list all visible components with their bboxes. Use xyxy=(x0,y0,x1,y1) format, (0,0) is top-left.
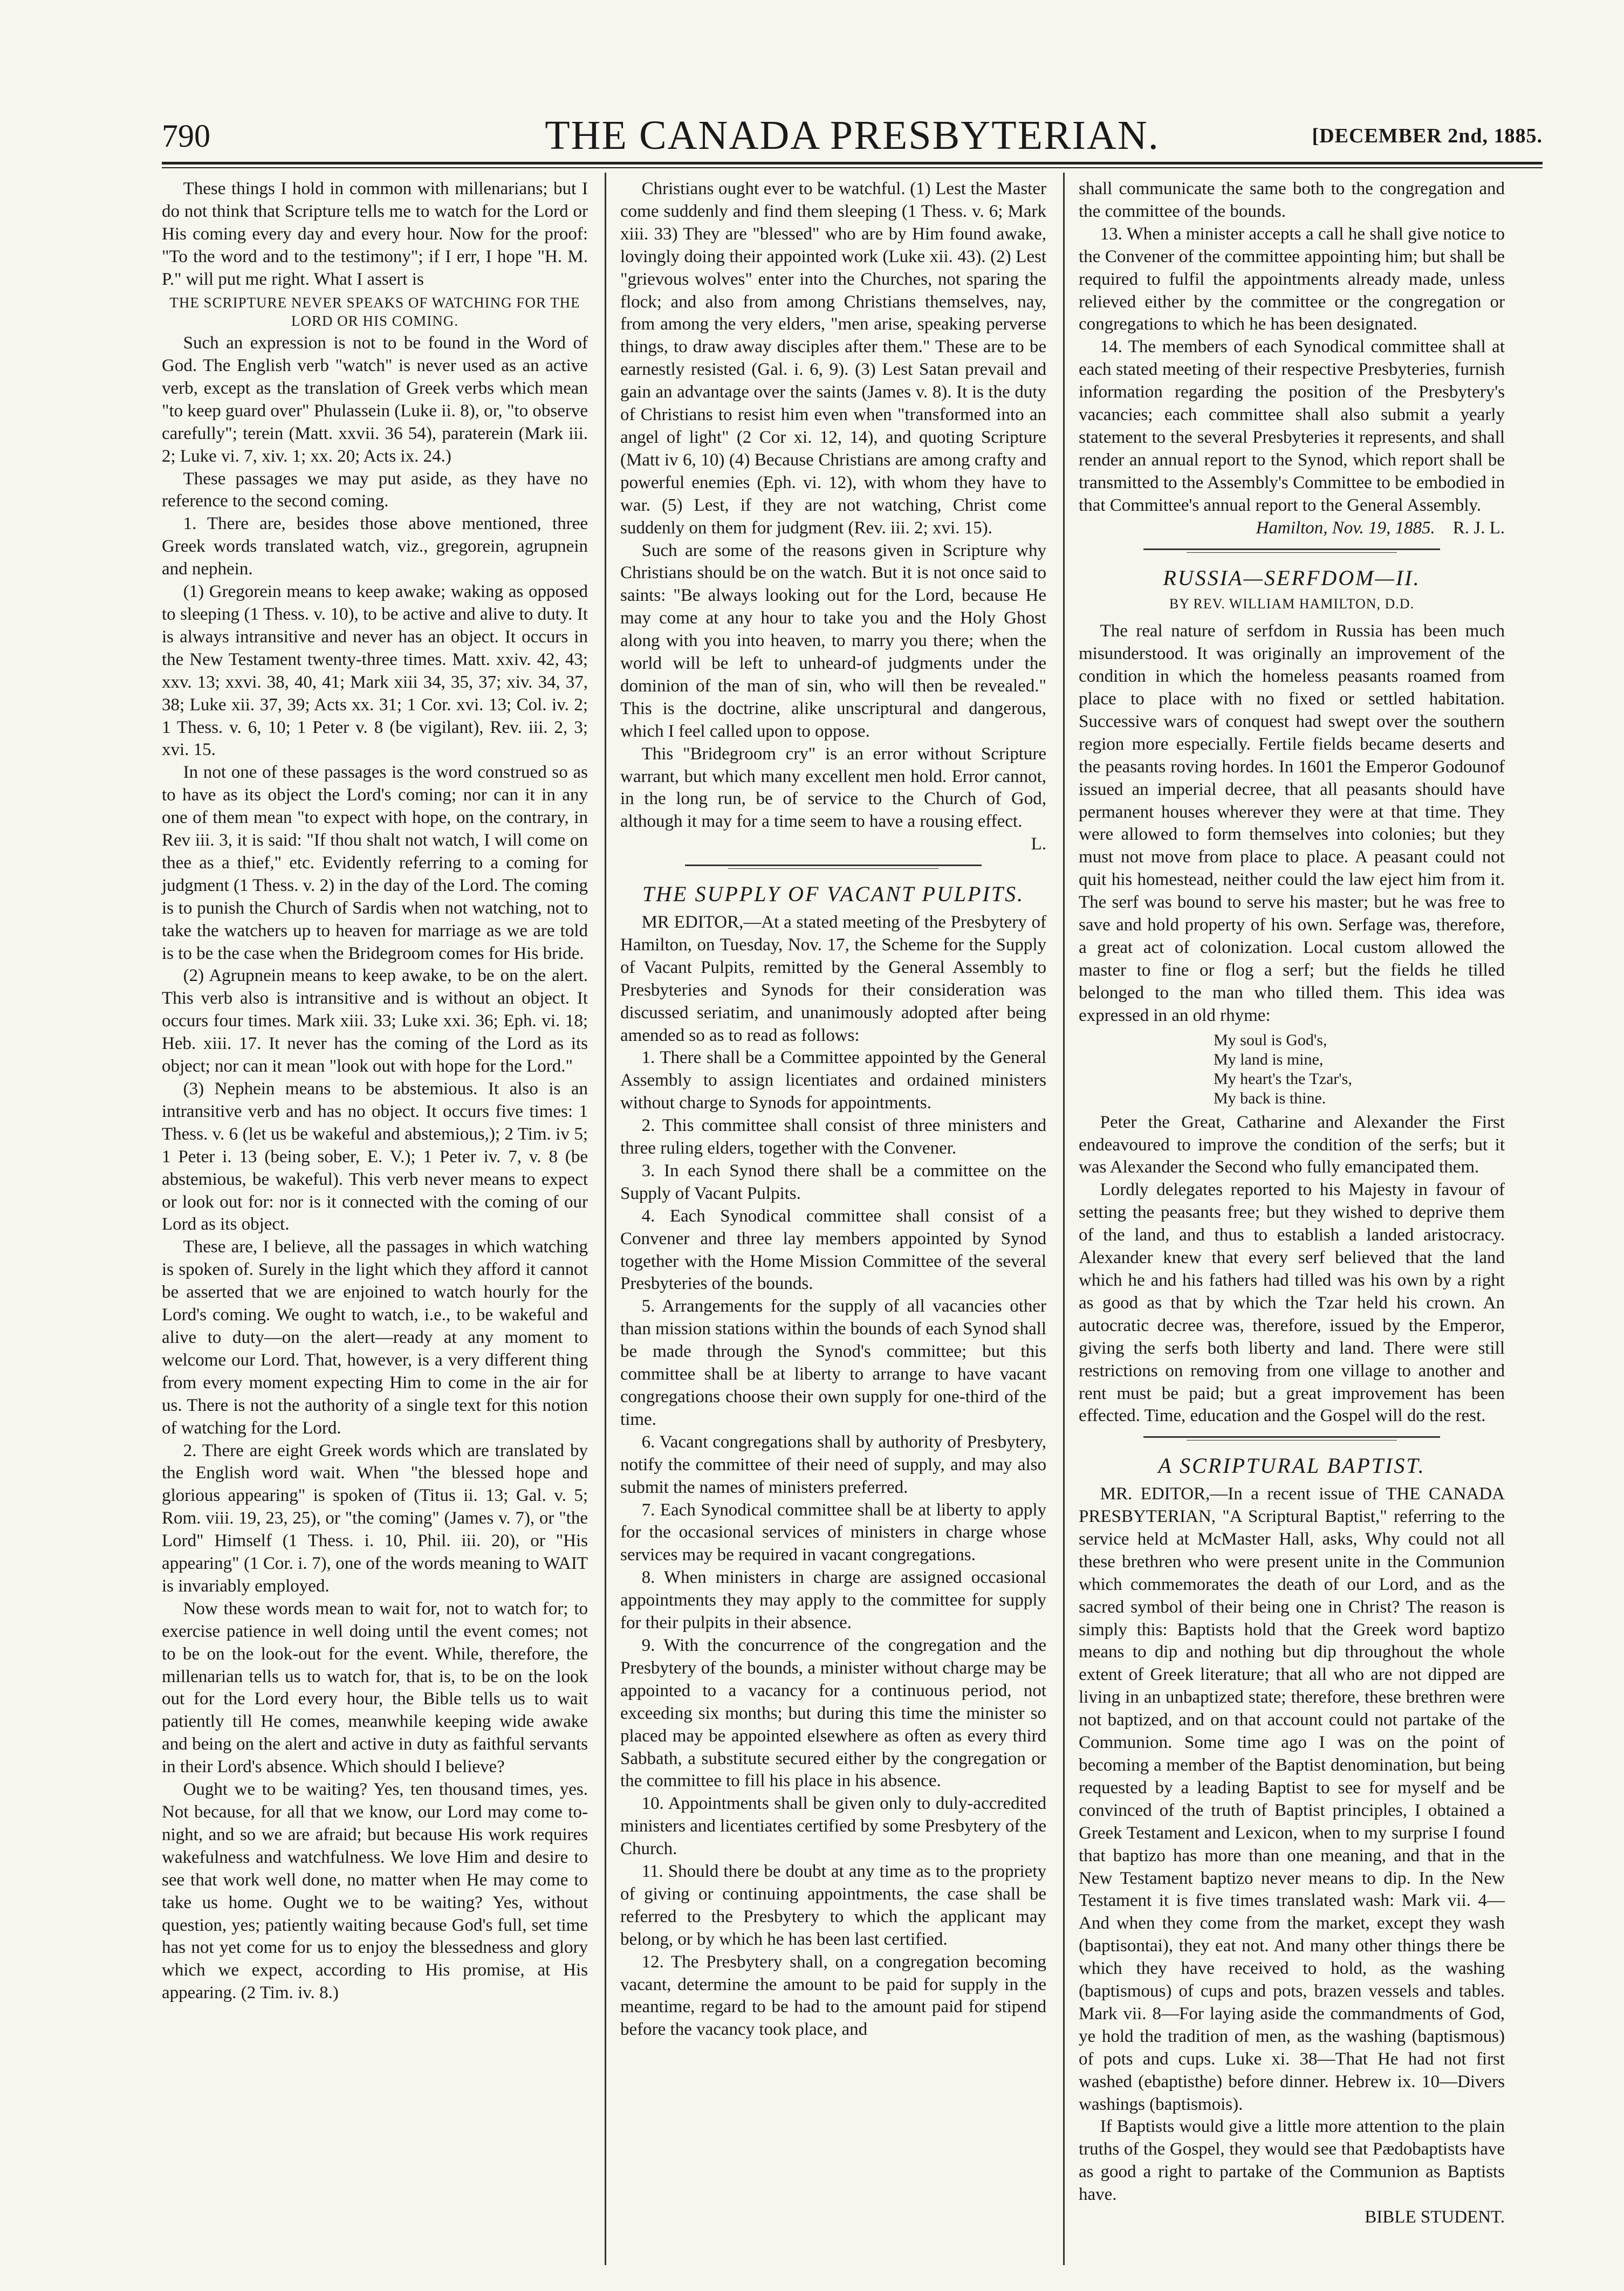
signature-place: Hamilton, Nov. 19, 1885. xyxy=(1256,518,1435,538)
paragraph: MR. EDITOR,—In a recent issue of THE CANADA PRESBYTERIAN, "A Scriptural Baptist," referring to the service held at McMaster Hall, asks, Why could not all these brethren who were present unite in the Communion which commemorates the death of our Lord, and as the sacred symbol of their being one in Christ? The reason is simply this: Baptists hold that the Greek word baptizo means to dip and nothing but dip throughout the whole extent of Greek literature; that all who are not dipped are living in an unbaptized state; therefore, these brethren were not baptized, and on that account could not partake of the Communion. Some time ago I was on the point of becoming a member of the Baptist denomination, but being requested by a leading Baptist to see for myself and be convinced of the truth of Baptist principles, I obtained a Greek Testament and Lexicon, when to my surprise I found that baptizo has more than one meaning, and that in the New Testament baptizo never means to dip. In the New Testament it is five times translated wash: Mark vii. 4—And when they come from the market, except they wash (baptisontai), they eat not. And many other things there be which they have received to hold, as the washing (baptismous) of cups and pots, brazen vessels and tables. Mark vii. 8—For laying aside the commandments of God, ye hold the tradition of men, as the washing (baptismous) of pots and cups. Luke xi. 38—That He had not first washed (ebaptisthe) before dinner. Hebrew ix. 10—Divers washings (baptismois). xyxy=(1079,1484,1505,2114)
column-divider xyxy=(605,173,606,2265)
paragraph: These are, I believe, all the passages in which watching is spoken of. Surely in the light which they afford it cannot be asserted that we are enjoined to watch hourly for the Lord's coming. We ought to watch, i.e., to be wakeful and alive to duty—on the alert—ready at any moment to welcome our Lord. That, however, is a very different thing from every moment expecting Him to come in the air for us. There is not the authority of a single text for this notion of watching for the Lord. xyxy=(162,1237,588,1438)
paragraph: Lordly delegates reported to his Majesty in favour of setting the peasants free; but they wished to deprive them of the land, and thus to establish a landed aristocracy. Alexander knew that every serf believed that the land which he and his fathers had tilled was his own by a right as good as that by which the Tzar held his crown. An autocratic decree was, therefore, issued by the Emperor, giving the serfs both liberty and land. There were still restrictions on removing from one village to another and rent must be paid; but a great improvement has been effected. Time, education and the Gospel will do the rest. xyxy=(1079,1180,1505,1426)
paragraph: (2) Agrupnein means to keep awake, to be on the alert. This verb also is intransitive and is without an object. It occurs four times. Mark xiii. 33; Luke xxi. 36; Eph. vi. 18; Heb. xiii. 17. It never has the coming of the Lord as its object; nor can it mean "look out with hope for the Lord." xyxy=(162,966,588,1076)
list-item: 3. In each Synod there shall be a committee on the Supply of Vacant Pulpits. xyxy=(620,1161,1046,1203)
article-heading: THE SUPPLY OF VACANT PULPITS. xyxy=(642,882,1025,907)
paragraph: 1. There are, besides those above mentioned, three Greek words translated watch, viz., gregorein, agrupnein and nephein. xyxy=(162,514,588,579)
list-item: 4. Each Synodical committee shall consist of a Convener and three lay members appointed by Synod together with the Home Mission Committee of the several Presbyteries of the bounds. xyxy=(620,1206,1046,1294)
column-3 xyxy=(1079,178,1505,2229)
paragraph: Now these words mean to wait for, not to watch for; to exercise patience in well doing until the event comes; not to be on the look-out for the event. While, therefore, the millenarian tells us to watch for, that is, to be on the look out for the Lord every hour, the Bible tells us to wait patiently till He comes, meanwhile keeping wide awake and being on the alert and active in duty as faithful servants in their Lord's absence. Which should I believe? xyxy=(162,1599,588,1777)
paragraph: This "Bridegroom cry" is an error without Scripture warrant, but which many excellent men hold. Error cannot, in the long run, be of service to the Church of God, although it may for a time seem to have a rousing effect. xyxy=(620,744,1046,832)
article-separator-thin xyxy=(728,868,938,869)
page-number: 790 xyxy=(162,118,210,154)
column-2 xyxy=(620,178,1046,2041)
column-divider xyxy=(1063,173,1065,2265)
paragraph: In not one of these passages is the word construed so as to have as its object the Lord's coming; nor can it in any one of them mean "to expect with hope, on the contrary, in Rev iii. 3, it is said: "If thou shalt not watch, I will come on thee as a thief," etc. Evidently referring to a coming for judgment (1 Thess. v. 2) in the day of the Lord. The coming is to punish the Church of Sardis when not watching, not to take the watchers up to heaven for marriage as we are told is to be the case when the Bridegroom comes for His bride. xyxy=(162,763,588,963)
section-subhead: THE SCRIPTURE NEVER SPEAKS OF WATCHING FOR THE LORD OR HIS COMING. xyxy=(169,294,580,329)
article-separator xyxy=(685,865,982,866)
paragraph: These passages we may put aside, as they have no reference to the second coming. xyxy=(162,469,588,511)
paragraph: Christians ought ever to be watchful. (1) Lest the Master come suddenly and find them sleeping (1 Thess. v. 6; Mark xiii. 33) They are "blessed" who are by Him found awake, lovingly doing their appointed work (Luke xii. 43). (2) Lest "grievous wolves" enter into the Churches, not sparing the flock; and also from among Christians themselves, nay, from among the very elders, "men arise, speaking perverse things, to draw away disciples after them." These are to be earnestly resisted (Gal. i. 6, 9). (3) Lest Satan prevail and gain an advantage over the saints (James v. 8). It is the duty of Christians to resist him even when "transformed into an angel of light" (2 Cor xi. 12, 14), and quoting Scripture (Matt iv 6, 10) (4) Because Christians are among crafty and powerful enemies (Eph. vi. 12), with whom they have to war. (5) Lest, if they are not watching, Christ come suddenly on them for judgment (Rev. iii. 2; xvi. 15). xyxy=(620,179,1046,538)
list-item: 9. With the concurrence of the congregation and the Presbytery of the bounds, a minister without charge may be appointed to a vacancy for a continuous period, not exceeding six months; but during this time the minister so placed may be appointed elsewhere as often as every third Sabbath, a substitute secured either by the congregation or the committee to fill his place in his absence. xyxy=(620,1635,1046,1791)
article-separator xyxy=(1143,1436,1440,1438)
paragraph: 2. There are eight Greek words which are translated by the English word wait. When "the blessed hope and glorious appearing" is spoken of (Titus ii. 13; Gal. v. 5; Rom. viii. 19, 23, 25), or "the coming" (James v. 7), or "the Lord" Himself (1 Thess. i. 10, Phil. iii. 20), or "His appearing" (1 Cor. i. 7), one of the words meaning to WAIT is invariably employed. xyxy=(162,1441,588,1596)
header-rule-thin xyxy=(162,167,1543,168)
paragraph: The real nature of serfdom in Russia has been much misunderstood. It was originally an improvement of the condition in which the homeless peasants roamed from place to place with no fixed or settled habitation. Successive wars of conquest had swept over the southern region more especially. Fertile fields became deserts and the peasants roving hordes. In 1601 the Emperor Godounof issued an imperial decree, that all peasants should have permanent houses wherever they were at that time. They were allowed to form themselves into colonies; but they must not move from place to place. A peasant could not quit his homestead, neither could the law eject him from it. The serf was bound to serve his master; but he was free to save and hold property of his own. Serfage was, therefore, a great act of colonization. Local custom allowed the master to fine or flog a serf; but the fields he tilled belonged to the man who tilled them. This idea was expressed in an old rhyme: xyxy=(1079,621,1505,1025)
list-item: 6. Vacant congregations shall by authority of Presbytery, notify the committee of their need of supply, and may also submit the names of ministers preferred. xyxy=(620,1432,1046,1497)
article-heading: RUSSIA—SERFDOM—II. xyxy=(1163,565,1421,590)
signature: L. xyxy=(1031,834,1046,854)
list-item: 8. When ministers in charge are assigned occasional appointments they may apply to the committee for supply for their pulpits in their absence. xyxy=(620,1568,1046,1633)
verse-line: My soul is God's, xyxy=(1214,1031,1327,1049)
paragraph: (3) Nephein means to be abstemious. It also is an intransitive verb and has no object. It occurs five times: 1 Thess. v. 6 (let us be wakeful and abstemious,); 2 Tim. iv 5; 1 Peter i. 13 (being sober, E. V.); 1 Peter iv. 7, v. 8 (be abstemious, be wakeful). This verb never means to expect or look out for: nor is it connected with the coming of our Lord as its object. xyxy=(162,1079,588,1234)
verse-line: My heart's the Tzar's, xyxy=(1214,1069,1352,1088)
article-separator-thin xyxy=(1187,552,1397,553)
list-item: 12. The Presbytery shall, on a congregation becoming vacant, determine the amount to be paid for supply in the meantime, regard to be had to the amount paid for stipend before the vacancy took place, and xyxy=(620,1952,1046,2040)
column-1 xyxy=(162,178,588,2005)
list-item: 10. Appointments shall be given only to duly-accredited ministers and licentiates certified by some Presbytery of the Church. xyxy=(620,1794,1046,1859)
verse xyxy=(1214,1031,1505,1108)
masthead xyxy=(162,108,1543,156)
newspaper-title: THE CANADA PRESBYTERIAN. xyxy=(545,113,1160,158)
issue-date: [DECEMBER 2nd, 1885. xyxy=(1312,125,1543,147)
list-item: 14. The members of each Synodical committee shall at each stated meeting of their respective Presbyteries, furnish information regarding the position of the Presbytery's vacancies; each committee shall also submit a yearly statement to the several Presbyteries it represents, and shall render an annual report to the Synod, which report shall be transmitted to the Assembly's Committee to be embodied in that Committee's annual report to the General Assembly. xyxy=(1079,337,1505,515)
paragraph: Such an expression is not to be found in the Word of God. The English verb "watch" is never used as an active verb, except as the translation of Greek verbs which mean "to keep guard over" Phulassein (Luke ii. 8), or, "to observe carefully"; terein (Matt. xxvii. 36 54), paraterein (Mark iii. 2; Luke vi. 7, xiv. 1; xx. 20; Acts ix. 24.) xyxy=(162,333,588,466)
byline: BY REV. WILLIAM HAMILTON, D.D. xyxy=(1169,596,1415,612)
list-item: 5. Arrangements for the supply of all vacancies other than mission stations within the bounds of each Synod shall be made through the Synod's committee; but this committee shall be at liberty to arrange to have vacant congregations choose their own supply for one-third of the time. xyxy=(620,1297,1046,1429)
list-item: 1. There shall be a Committee appointed by the General Assembly to assign licentiates and ordained ministers without charge to Synods for appointments. xyxy=(620,1048,1046,1113)
paragraph: shall communicate the same both to the congregation and the committee of the bounds. xyxy=(1079,179,1505,221)
list-item: 2. This committee shall consist of three ministers and three ruling elders, together with the Convener. xyxy=(620,1116,1046,1158)
list-item: 13. When a minister accepts a call he shall give notice to the Convener of the committee appointing him; but shall be required to fulfil the appointments already made, unless relieved either by the committee or the congregation or congregations to which he has been designated. xyxy=(1079,224,1505,334)
signature xyxy=(1079,517,1505,540)
paragraph: Ought we to be waiting? Yes, ten thousand times, yes. Not because, for all that we know, our Lord may come to-night, and so we are afraid; but because His work requires wakefulness and watchfulness. We love Him and desire to see that work well done, no matter when He may come to take us home. Ought we to be waiting? Yes, without question, yes; patiently waiting because God's full, set time has not yet come for us to enjoy the blessedness and glory which we expect, according to His promise, at His appearing. (2 Tim. iv. 8.) xyxy=(162,1780,588,2003)
paragraph: Such are some of the reasons given in Scripture why Christians should be on the watch. But it is not once said to saints: "Be always looking out for the Lord, because He may come at any hour to take you and the Holy Ghost along with you into heaven, to marry you there; when the world will be left to unheard-of judgments under the dominion of the man of sin, who will then be revealed." This is the doctrine, alike unscriptural and dangerous, which I feel called upon to oppose. xyxy=(620,540,1046,741)
signature: BIBLE STUDENT. xyxy=(1365,2207,1505,2227)
list-item: 11. Should there be doubt at any time as to the propriety of giving or continuing appointments, the case shall be referred to the Presbytery to which the applicant may belong, or by which he has been last certified. xyxy=(620,1862,1046,1949)
paragraph: These things I hold in common with millenarians; but I do not think that Scripture tells me to watch for the Lord or His coming every day and every hour. Now for the proof: "To the word and to the testimony"; if I err, I hope "H. M. P." will put me right. What I assert is xyxy=(162,179,588,289)
header-rule xyxy=(162,162,1543,164)
verse-line: My land is mine, xyxy=(1214,1050,1324,1068)
article-heading: A SCRIPTURAL BAPTIST. xyxy=(1158,1453,1426,1478)
verse-line: My back is thine. xyxy=(1214,1089,1326,1107)
paragraph: (1) Gregorein means to keep awake; waking as opposed to sleeping (1 Thess. v. 10), to be active and alive to duty. It is always intransitive and never has an object. It occurs in the New Testament twenty-three times. Matt. xxiv. 42, 43; xxv. 13; xxvi. 38, 40, 41; Mark xiii 34, 35, 37; xiv. 34, 37, 38; Luke xii. 37, 39; Acts xx. 31; 1 Cor. xvi. 13; Col. iv. 2; 1 Thess. v. 6, 10; 1 Peter v. 8 (be vigilant), Rev. iii. 2, 3; xvi. 15. xyxy=(162,582,588,760)
article-separator-thin xyxy=(1187,1440,1397,1441)
paragraph: MR EDITOR,—At a stated meeting of the Presbytery of Hamilton, on Tuesday, Nov. 17, the Scheme for the Supply of Vacant Pulpits, remitted by the General Assembly to Presbyteries and Synods for their consideration was discussed seriatim, and unanimously adopted after being amended so as to read as follows: xyxy=(620,912,1046,1045)
paragraph: Peter the Great, Catharine and Alexander the First endeavoured to improve the condition of the serfs; but it was Alexander the Second who fully emancipated them. xyxy=(1079,1112,1505,1177)
signature-name: R. J. L. xyxy=(1452,518,1505,538)
paragraph: If Baptists would give a little more attention to the plain truths of the Gospel, they would see that Pædobaptists have as good a right to partake of the Communion as Baptists have. xyxy=(1079,2117,1505,2205)
list-item: 7. Each Synodical committee shall be at liberty to apply for the occasional services of ministers in charge whose services may be required in vacant congregations. xyxy=(620,1500,1046,1565)
article-separator xyxy=(1143,548,1440,550)
